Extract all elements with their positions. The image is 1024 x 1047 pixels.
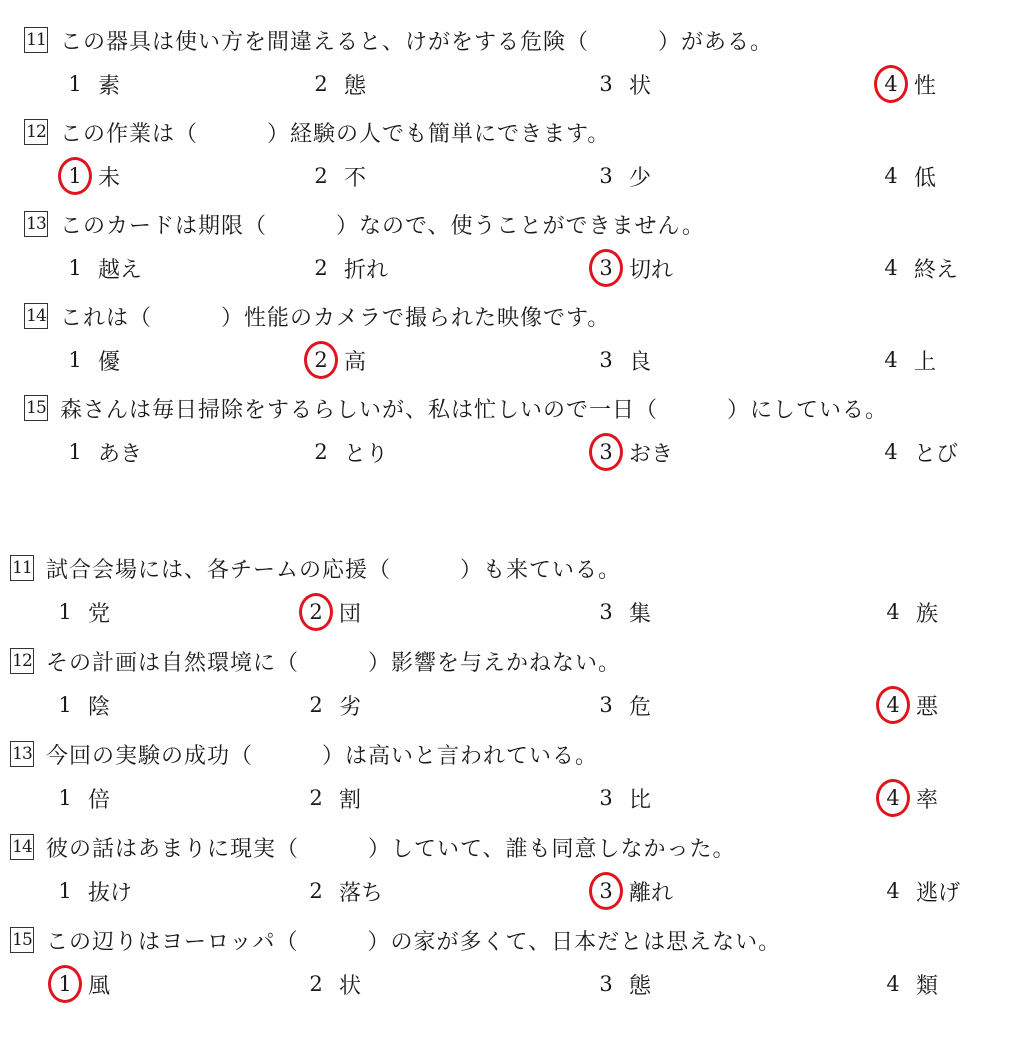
option-number: 3 [599, 348, 613, 372]
answer-option[interactable] [595, 964, 651, 1004]
option-text: 風 [88, 973, 111, 999]
question-item [0, 296, 1024, 388]
option-number: 2 [314, 72, 328, 96]
question-line [10, 920, 781, 960]
answer-option[interactable] [882, 778, 938, 818]
option-number: 1 [68, 256, 82, 280]
option-text: 不 [344, 165, 367, 191]
option-text: 離れ [629, 880, 674, 906]
option-number: 3 [599, 600, 613, 624]
question-line [10, 548, 621, 588]
question-line [10, 641, 621, 681]
question-number-box: 14 [10, 834, 34, 860]
option-number: 2 [314, 440, 328, 464]
answer-option[interactable] [595, 778, 651, 818]
option-text: 低 [914, 165, 937, 191]
option-text: おき [629, 441, 674, 467]
question-text: これは（ ）性能のカメラで撮られた映像です。 [60, 305, 611, 331]
question-set-1 [0, 20, 1024, 480]
answer-option[interactable] [595, 64, 651, 104]
question-text: 森さんは毎日掃除をするらしいが、私は忙しいので一日（ ）にしている。 [60, 397, 889, 423]
answer-option[interactable] [880, 156, 936, 196]
question-item [0, 20, 1024, 112]
question-item [0, 734, 1024, 827]
option-text: 態 [344, 73, 367, 99]
question-text: その計画は自然環境に（ ）影響を与えかねない。 [46, 650, 622, 676]
question-number-box: 12 [10, 648, 34, 674]
question-item [0, 827, 1024, 920]
answer-option[interactable] [64, 432, 142, 472]
option-number: 2 [309, 693, 323, 717]
answer-option[interactable] [310, 432, 388, 472]
option-text: 優 [98, 349, 121, 375]
answer-option[interactable] [305, 871, 383, 911]
option-number: 2 [314, 256, 328, 280]
option-number: 1 [68, 72, 82, 96]
answer-option[interactable] [310, 248, 388, 288]
question-line [24, 388, 888, 428]
option-text: 切れ [629, 257, 674, 283]
circled-answer-number: 3 [595, 879, 617, 903]
answer-options [0, 432, 1024, 472]
option-number: 4 [884, 164, 898, 188]
question-line [24, 20, 773, 60]
option-number: 3 [599, 693, 613, 717]
option-number: 4 [886, 879, 900, 903]
answer-option[interactable] [880, 248, 958, 288]
option-number: 2 [309, 972, 323, 996]
answer-options [0, 871, 1024, 911]
option-number: 4 [884, 256, 898, 280]
question-number-box: 13 [24, 211, 48, 237]
option-text: 団 [339, 601, 362, 627]
answer-option[interactable] [595, 871, 673, 911]
option-text: 比 [629, 787, 652, 813]
option-number: 2 [309, 879, 323, 903]
option-text: 類 [916, 973, 939, 999]
option-text: 態 [629, 973, 652, 999]
answer-options [0, 248, 1024, 288]
answer-options [0, 964, 1024, 1004]
option-text: 族 [916, 601, 939, 627]
circled-answer-number: 4 [880, 72, 902, 96]
option-text: 割 [339, 787, 362, 813]
option-number: 4 [884, 440, 898, 464]
option-text: 素 [98, 73, 121, 99]
question-number-box: 11 [24, 27, 48, 53]
option-number: 4 [886, 600, 900, 624]
option-number: 1 [58, 600, 72, 624]
question-item [0, 204, 1024, 296]
option-text: 劣 [339, 694, 362, 720]
answer-option[interactable] [54, 778, 110, 818]
option-number: 3 [599, 972, 613, 996]
question-number-box: 13 [10, 741, 34, 767]
option-text: 悪 [916, 694, 939, 720]
option-number: 3 [599, 72, 613, 96]
option-text: 未 [98, 165, 121, 191]
option-text: 性 [914, 73, 937, 99]
question-line [10, 827, 736, 867]
question-item [0, 920, 1024, 1013]
option-number: 3 [599, 164, 613, 188]
answer-option[interactable] [595, 432, 673, 472]
option-number: 4 [884, 348, 898, 372]
answer-option[interactable] [595, 340, 651, 380]
question-text: このカードは期限（ ）なので、使うことができません。 [60, 213, 705, 239]
answer-option[interactable] [64, 340, 120, 380]
answer-option[interactable] [305, 685, 361, 725]
answer-option[interactable] [305, 778, 361, 818]
option-number: 1 [68, 348, 82, 372]
option-text: 越え [98, 257, 143, 283]
option-text: 党 [88, 601, 111, 627]
answer-option[interactable] [54, 871, 132, 911]
question-text: 彼の話はあまりに現実（ ）していて、誰も同意しなかった。 [46, 836, 736, 862]
question-number-box: 11 [10, 555, 34, 581]
question-line [24, 112, 610, 152]
question-item [0, 641, 1024, 734]
question-line [10, 734, 598, 774]
circled-answer-number: 3 [595, 256, 617, 280]
option-text: とび [914, 441, 959, 467]
option-text: 高 [344, 349, 367, 375]
option-text: 終え [914, 257, 959, 283]
answer-option[interactable] [310, 64, 366, 104]
answer-option[interactable] [64, 64, 120, 104]
answer-option[interactable] [882, 592, 938, 632]
option-number: 3 [599, 786, 613, 810]
circled-answer-number: 3 [595, 440, 617, 464]
option-text: 集 [629, 601, 652, 627]
option-number: 4 [886, 972, 900, 996]
circled-answer-number: 4 [882, 786, 904, 810]
option-number: 1 [58, 879, 72, 903]
circled-answer-number: 1 [64, 164, 86, 188]
answer-options [0, 340, 1024, 380]
question-text: この作業は（ ）経験の人でも簡単にできます。 [60, 121, 611, 147]
answer-option[interactable] [882, 685, 938, 725]
question-text: 今回の実験の成功（ ）は高いと言われている。 [46, 743, 599, 769]
option-text: 率 [916, 787, 939, 813]
option-text: 状 [339, 973, 362, 999]
answer-option[interactable] [880, 432, 958, 472]
circled-answer-number: 2 [310, 348, 332, 372]
option-text: 危 [629, 694, 652, 720]
answer-options [0, 156, 1024, 196]
answer-option[interactable] [54, 685, 110, 725]
answer-option[interactable] [54, 592, 110, 632]
answer-option[interactable] [595, 685, 651, 725]
option-text: とり [344, 441, 389, 467]
option-text: 落ち [339, 880, 384, 906]
option-text: 逃げ [916, 880, 961, 906]
answer-option[interactable] [310, 156, 366, 196]
option-text: 良 [629, 349, 652, 375]
question-number-box: 15 [10, 927, 34, 953]
answer-option[interactable] [64, 156, 120, 196]
option-text: 陰 [88, 694, 111, 720]
circled-answer-number: 2 [305, 600, 327, 624]
answer-option[interactable] [882, 871, 960, 911]
option-text: あき [98, 441, 143, 467]
question-text: 試合会場には、各チームの応援（ ）も来ている。 [46, 557, 622, 583]
circled-answer-number: 1 [54, 972, 76, 996]
question-set-2 [0, 548, 1024, 1013]
option-number: 1 [58, 693, 72, 717]
option-text: 少 [629, 165, 652, 191]
option-text: 倍 [88, 787, 111, 813]
answer-option[interactable] [595, 156, 651, 196]
answer-options [0, 778, 1024, 818]
answer-option[interactable] [880, 64, 936, 104]
option-number: 2 [309, 786, 323, 810]
question-item [0, 112, 1024, 204]
question-text: この辺りはヨーロッパ（ ）の家が多くて、日本だとは思えない。 [46, 929, 782, 955]
answer-option[interactable] [305, 964, 361, 1004]
question-number-box: 14 [24, 303, 48, 329]
option-text: 折れ [344, 257, 389, 283]
option-number: 2 [314, 164, 328, 188]
answer-option[interactable] [595, 248, 673, 288]
question-line [24, 204, 705, 244]
question-line [24, 296, 610, 336]
answer-option[interactable] [882, 964, 938, 1004]
answer-option[interactable] [595, 592, 651, 632]
answer-option[interactable] [54, 964, 110, 1004]
question-item [0, 548, 1024, 641]
answer-option[interactable] [310, 340, 366, 380]
answer-options [0, 685, 1024, 725]
question-text: この器具は使い方を間違えると、けがをする危険（ ）がある。 [60, 29, 774, 55]
circled-answer-number: 4 [882, 693, 904, 717]
question-number-box: 12 [24, 119, 48, 145]
answer-option[interactable] [64, 248, 142, 288]
option-number: 1 [68, 440, 82, 464]
answer-option[interactable] [880, 340, 936, 380]
question-number-box: 15 [24, 395, 48, 421]
answer-options [0, 64, 1024, 104]
option-text: 抜け [88, 880, 133, 906]
answer-options [0, 592, 1024, 632]
answer-option[interactable] [305, 592, 361, 632]
option-text: 状 [629, 73, 652, 99]
option-number: 1 [58, 786, 72, 810]
question-item [0, 388, 1024, 480]
option-text: 上 [914, 349, 937, 375]
